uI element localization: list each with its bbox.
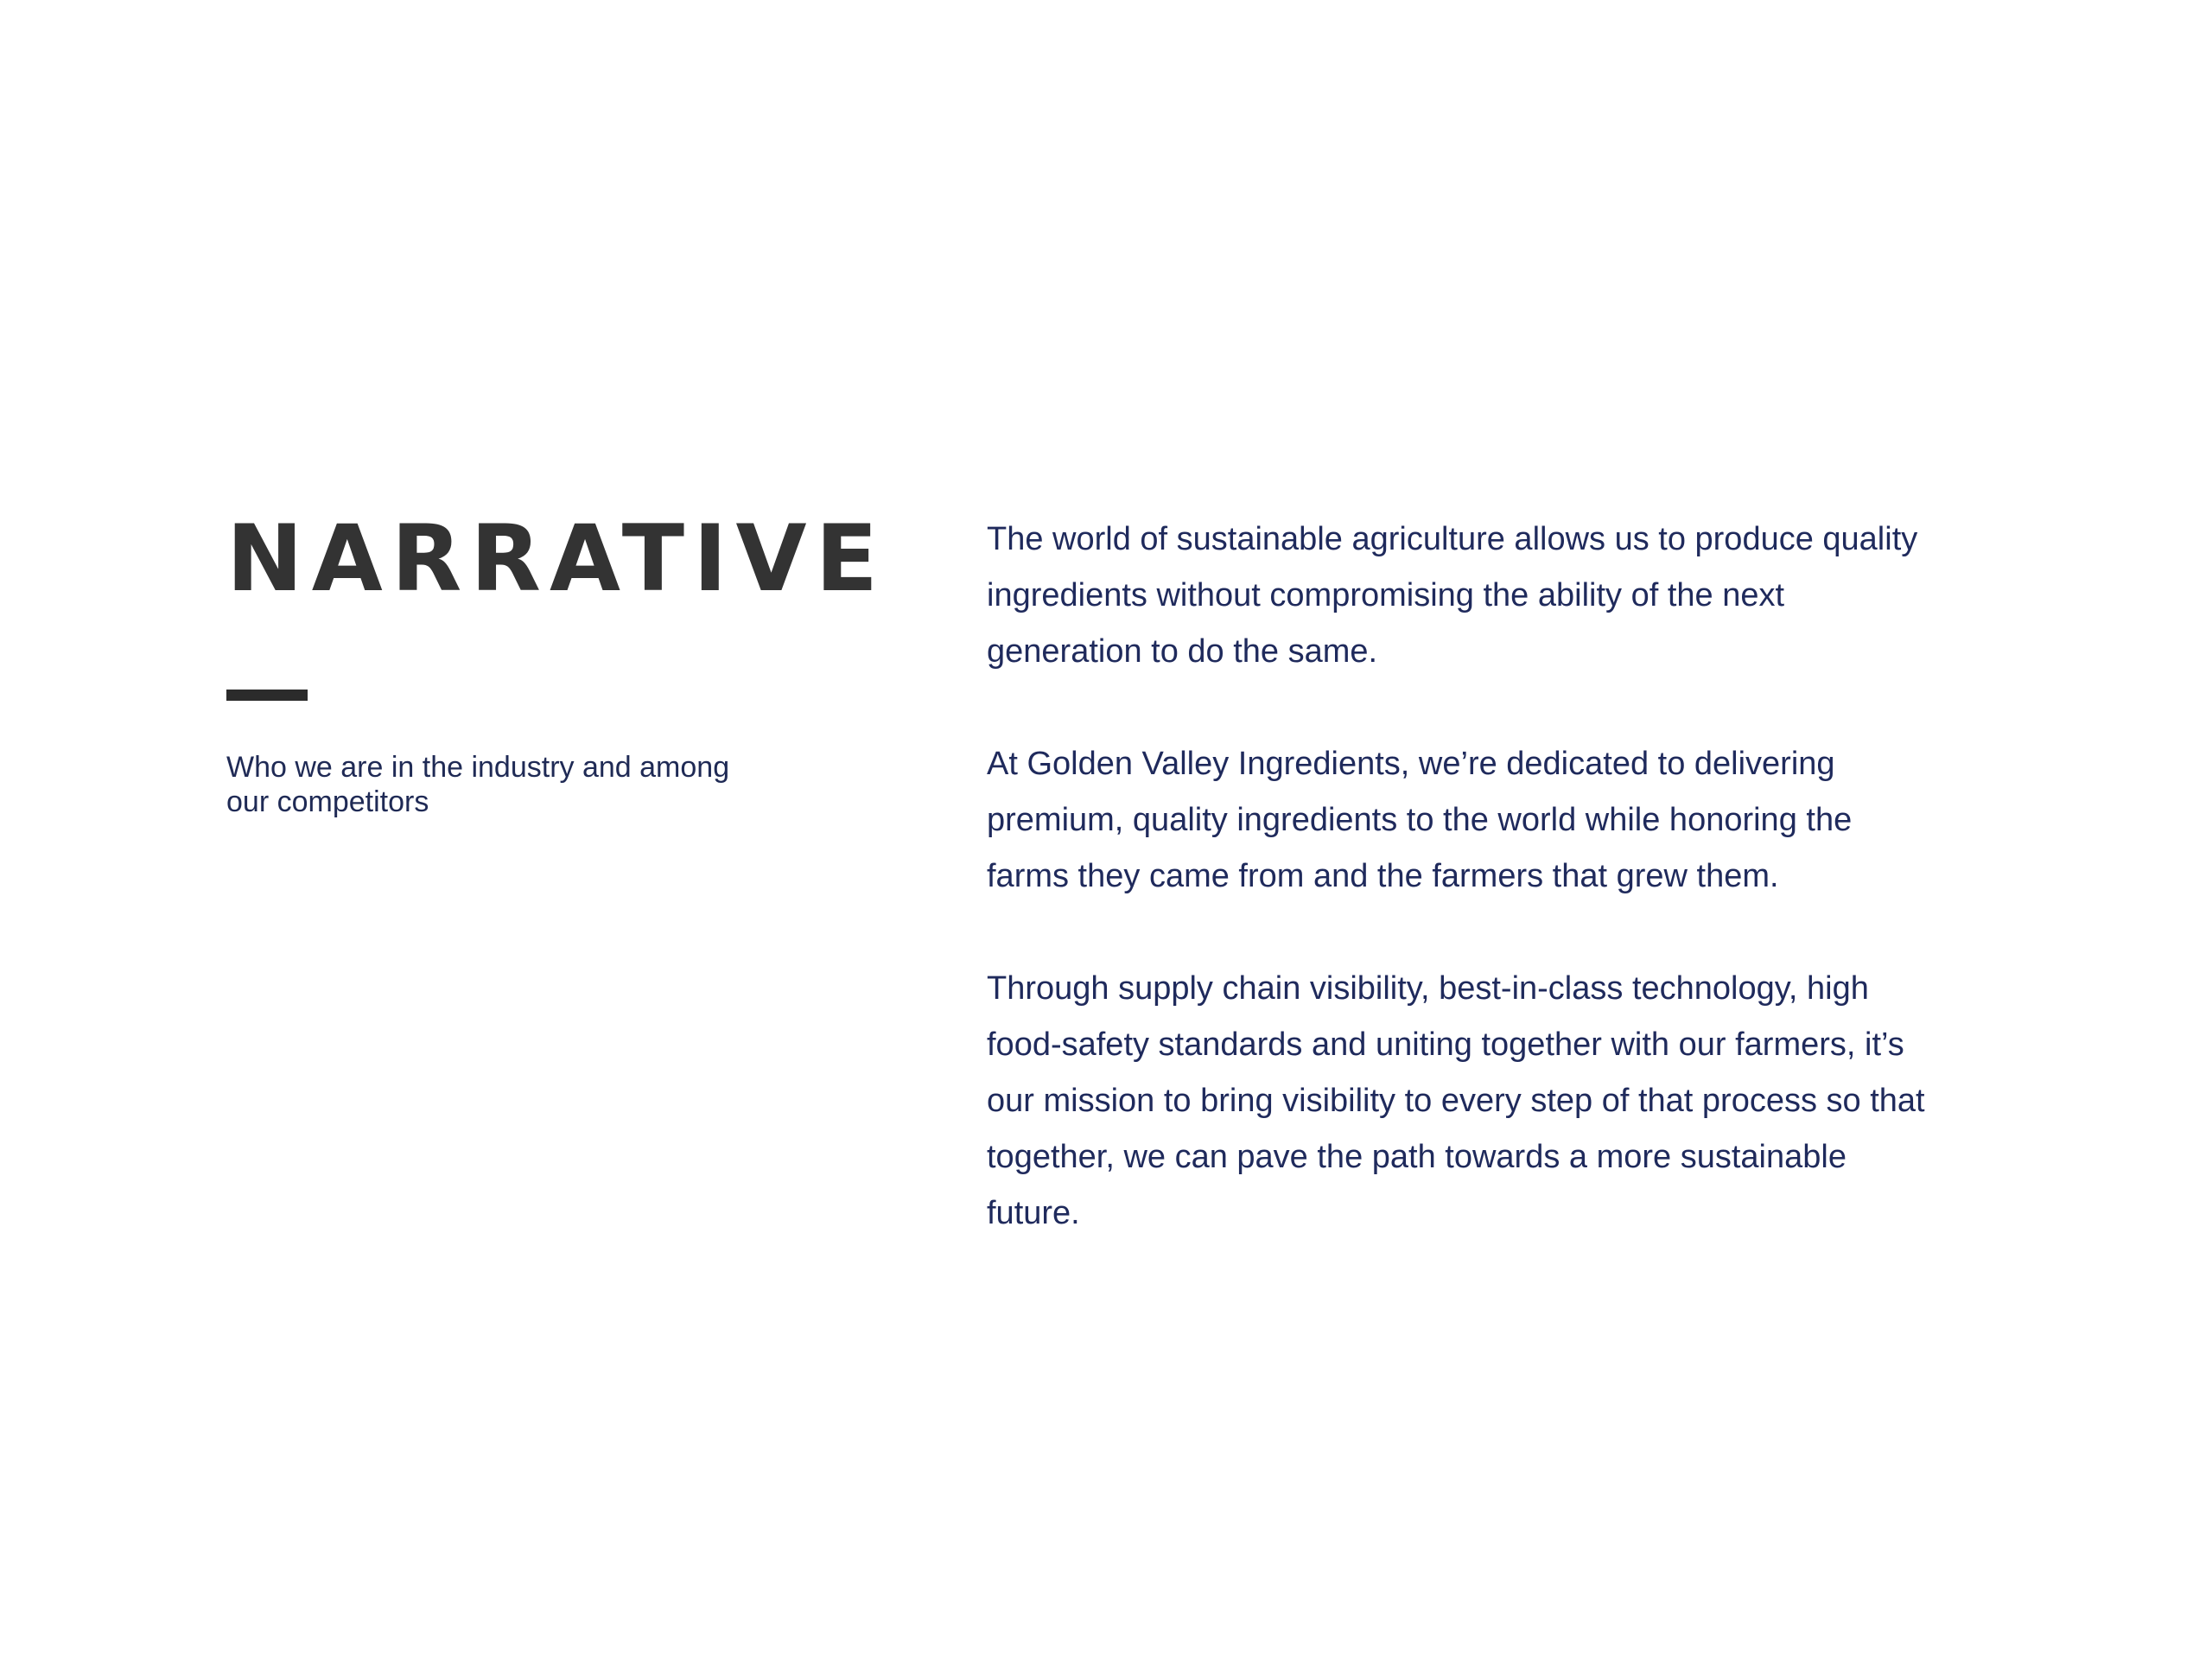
title-underline-divider	[226, 690, 308, 701]
page-subtitle: Who we are in the industry and among our competitors	[226, 751, 730, 818]
narrative-body	[987, 512, 1929, 1242]
narrative-paragraph-3: Through supply chain visibility, best-in-class technology, high food-safety standards and uniting together with our farmers, it’s our mission to bring visibility to every step of that process so that together, we can pave the path towards a more sustainable future.	[987, 970, 1925, 1231]
page-title: NARRATIVE	[226, 505, 887, 612]
narrative-paragraph-2: At Golden Valley Ingredients, we’re dedicated to delivering premium, quality ingredients to the world while honoring the farms they came from and the farmers that grew them.	[987, 746, 1853, 894]
narrative-paragraph-1: The world of sustainable agriculture allows us to produce quality ingredients without compromising the ability of the next generation to do the same.	[987, 521, 1918, 670]
title-block	[226, 505, 887, 818]
